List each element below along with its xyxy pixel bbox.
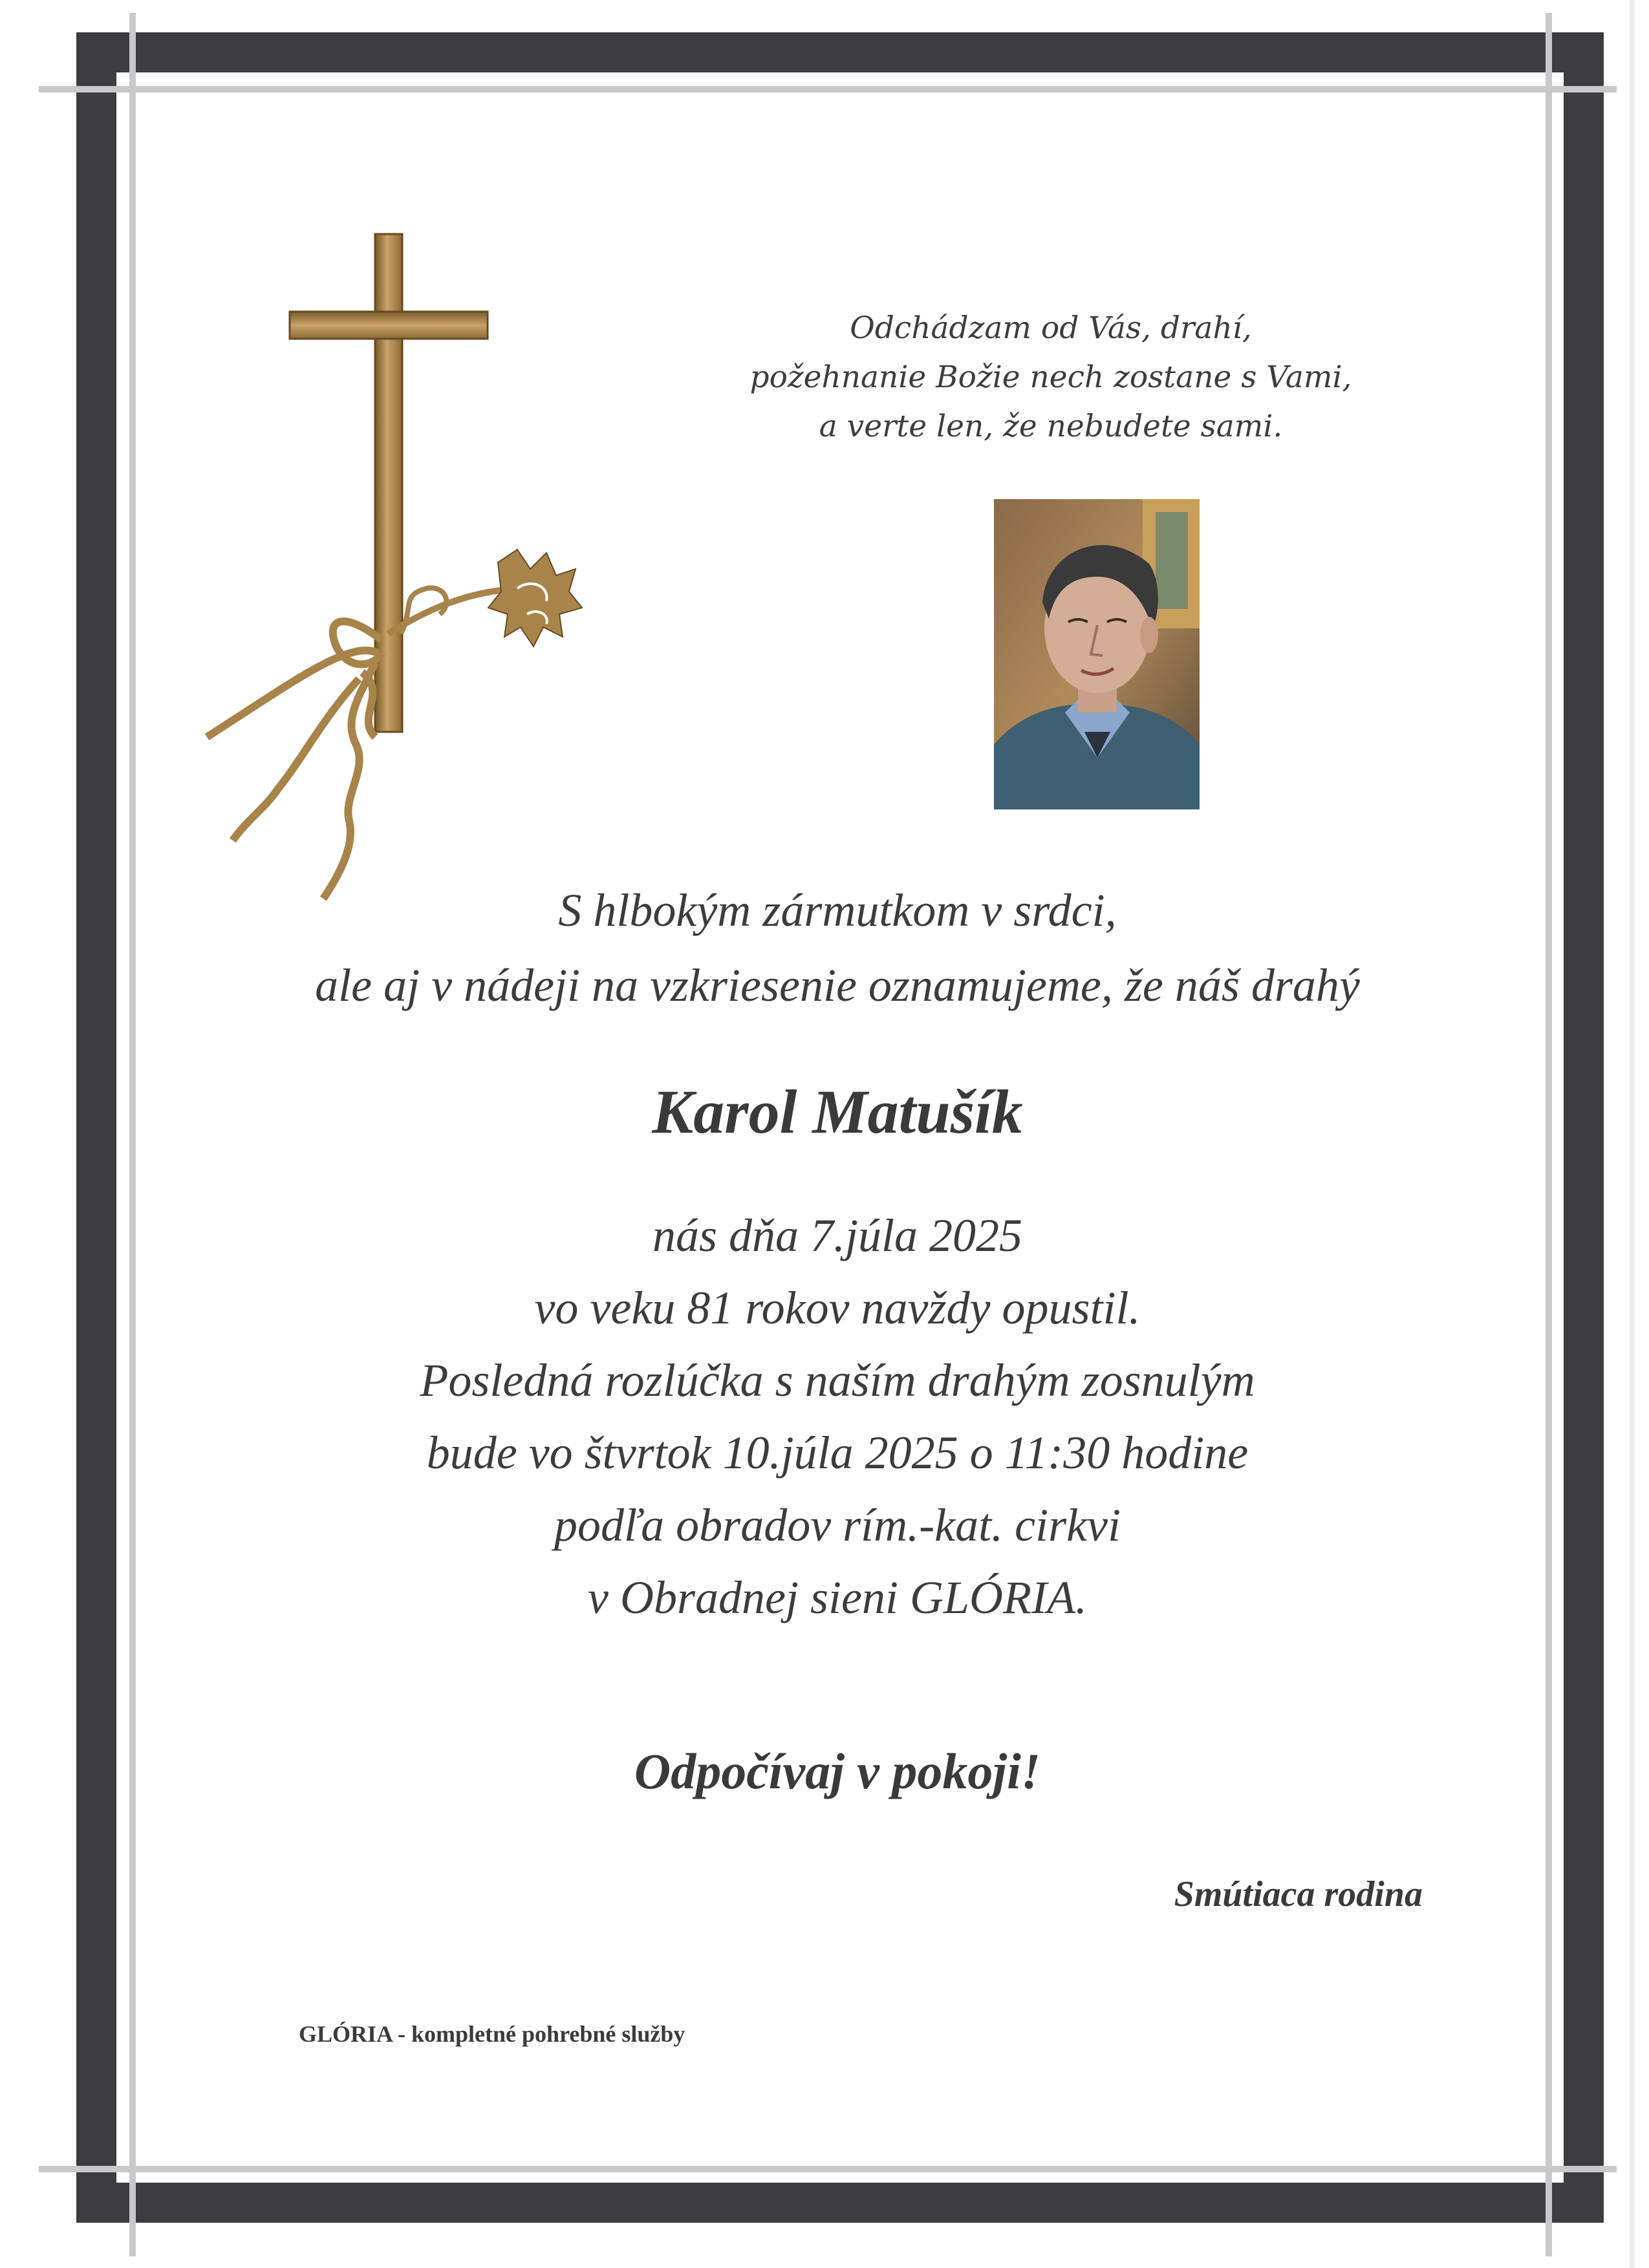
portrait-illustration <box>994 499 1200 809</box>
closing-phrase: Odpočívaj v pokoji! <box>634 1743 1041 1799</box>
details-line: Posledná rozlúčka s naším drahým zosnulým <box>420 1354 1255 1406</box>
crop-guide-bottom <box>39 2166 1617 2172</box>
intro-line: S hlbokým zármutkom v srdci, <box>558 884 1117 936</box>
scan-edge <box>1630 0 1635 2268</box>
cross-with-rose-icon <box>194 226 595 937</box>
motto-verse <box>711 304 1390 451</box>
details-line: nás dňa 7.júla 2025 <box>652 1210 1023 1261</box>
intro-text <box>181 873 1494 1023</box>
funeral-service-footer: GLÓRIA - kompletné pohrebné služby <box>299 2021 685 2047</box>
crop-guide-left <box>129 13 136 2256</box>
motto-line: Odchádzam od Vás, drahí, <box>850 310 1252 346</box>
details-line: podľa obradov rím.-kat. cirkvi <box>554 1499 1121 1551</box>
family-signature: Smútiaca rodina <box>1174 1874 1423 1914</box>
intro-line: ale aj v nádeji na vzkriesenie oznamujeme, že náš drahý <box>315 959 1360 1011</box>
crop-guide-top <box>39 86 1617 92</box>
deceased-name: Karol Matušík <box>652 1077 1023 1146</box>
details-line: bude vo štvrtok 10.júla 2025 o 11:30 hodine <box>426 1427 1249 1479</box>
details-line: v Obradnej sieni GLÓRIA. <box>588 1572 1087 1623</box>
motto-line: požehnanie Božie nech zostane s Vami, <box>749 359 1352 395</box>
portrait-photo <box>994 499 1200 809</box>
crop-guide-right <box>1546 13 1552 2256</box>
details-line: vo veku 81 rokov navždy opustil. <box>534 1282 1141 1334</box>
motto-line: a verte len, že nebudete sami. <box>819 409 1283 444</box>
funeral-details <box>181 1199 1494 1634</box>
